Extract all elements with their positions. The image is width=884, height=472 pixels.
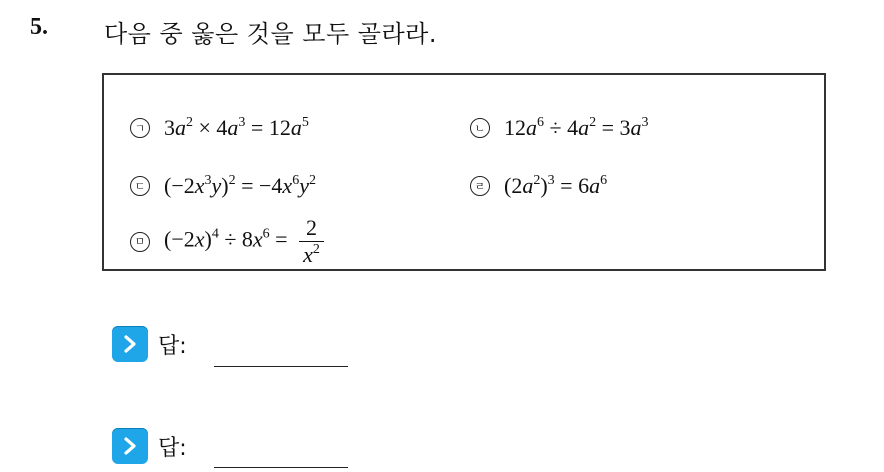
choice-mark: ㄹ	[470, 176, 490, 196]
answer-blank-1[interactable]	[214, 366, 348, 367]
fraction: $\frac{2}{x^2}$	[299, 215, 324, 268]
choice-mark: ㄱ	[130, 118, 150, 138]
choice-expression: $(2a^2)^3 = 6a^6$	[504, 173, 608, 198]
choice-2	[470, 115, 649, 141]
chevron-right-icon	[112, 428, 148, 464]
choice-mark: ㄴ	[470, 118, 490, 138]
choice-expression: $(-2x)^4 \div 8x^6$ = $\frac{2}{x^2}$	[164, 215, 324, 268]
choice-3	[130, 173, 316, 199]
question-number: 5.	[30, 14, 48, 40]
choice-expression: $3a^2 \times 4a^3 = 12a^5$	[164, 115, 309, 140]
choice-mark: ㅁ	[130, 232, 150, 252]
answer-label: 답:	[158, 333, 187, 359]
answer-blank-2[interactable]	[214, 467, 348, 468]
answer-row-1	[112, 326, 187, 362]
choice-expression: $(-2x^3y)^2 = -4x^6y^2$	[164, 173, 316, 198]
answer-row-2	[112, 428, 187, 464]
answer-label: 답:	[158, 435, 187, 461]
chevron-right-icon	[112, 326, 148, 362]
choice-5	[130, 215, 324, 268]
choice-expression: $12a^6 \div 4a^2 = 3a^3$	[504, 115, 649, 140]
choice-1	[130, 115, 309, 141]
question-text: 다음 중 옳은 것을 모두 골라라.	[104, 20, 437, 48]
choice-4	[470, 173, 607, 199]
choices-box	[102, 73, 826, 271]
choice-mark: ㄷ	[130, 176, 150, 196]
